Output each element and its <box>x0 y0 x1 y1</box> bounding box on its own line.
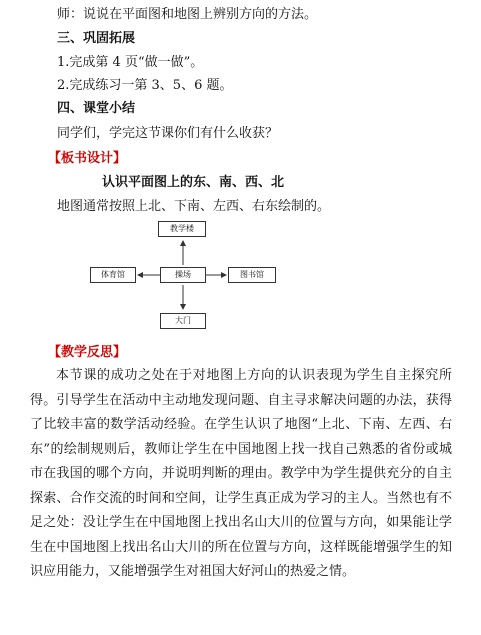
section-heading-consolidation: 三、巩固拓展 <box>57 31 136 46</box>
reflection-paragraph: 本节课的成功之处在于对地图上方向的认识表现为学生自主探究所得。引导学生在活动中主动地发现问题、自主寻求解决问题的办法，获得了比较丰富的数学活动经验。在学生认识了地图“上北、下南、左西、右东”的绘制规则后，教师让学生在中国地图上找一找自己熟悉的省份或城市在我国的哪个方向，并说明判断的理由。教学中为学生提供充分的自主探索、合作交流的时间和空间，让学生真正成为学习的主人。当然也有不足之处：没让学生在中国地图上找出名山大川的位置与方向，如果能让学生在中国地图上找出名山大川的所在位置与方向，这样既能增强学生的知识应用能力，又能增强学生对祖国大好河山的热爱之情。 <box>30 368 452 579</box>
box-teaching-building: 教学楼 <box>158 221 206 237</box>
box-gymnasium: 体育馆 <box>90 267 136 283</box>
summary-question: 同学们，学完这节课你们有什么收获？ <box>57 126 279 141</box>
dialogue-line: 师：说说在平面图和地图上辨别方向的方法。 <box>57 7 318 22</box>
reflection-heading: 【教学反思】 <box>48 345 127 360</box>
box-main-gate: 大门 <box>160 313 206 329</box>
exercise-item-2: 2.完成练习一第 3、5、6 题。 <box>57 78 233 93</box>
box-playground: 操场 <box>160 267 206 283</box>
section-heading-summary: 四、课堂小结 <box>57 101 136 116</box>
exercise-item-1: 1.完成第 4 页“做一做”。 <box>57 55 204 70</box>
board-design-heading: 【板书设计】 <box>48 151 127 166</box>
board-title: 认识平面图上的东、南、西、北 <box>102 175 285 190</box>
direction-diagram <box>90 215 290 335</box>
box-library: 图书馆 <box>228 267 276 283</box>
map-rule-text: 地图通常按照上北、下南、左西、右东绘制的。 <box>57 199 331 214</box>
